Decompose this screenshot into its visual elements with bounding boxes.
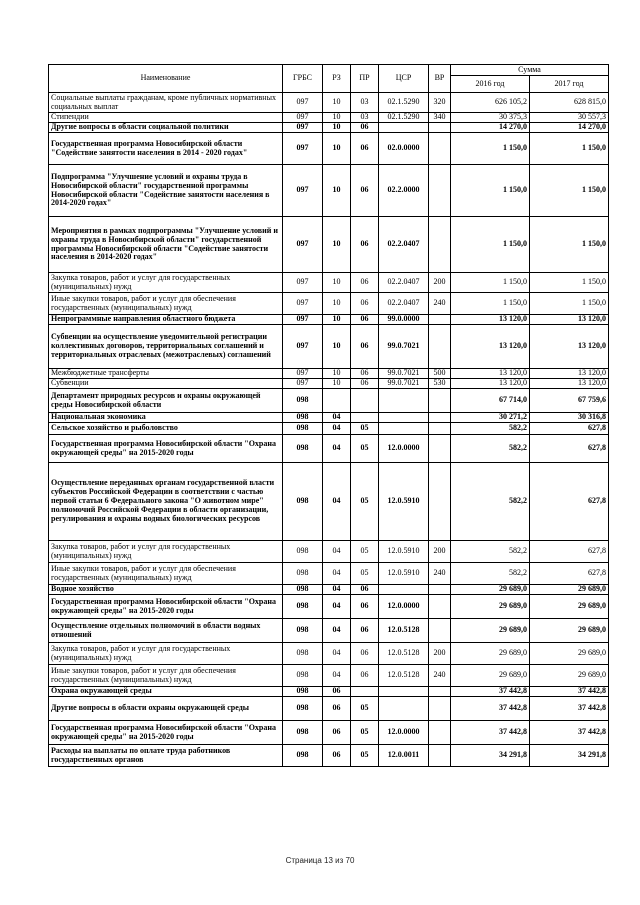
- cell-s2016: 67 714,0: [451, 389, 530, 413]
- budget-table: [48, 64, 609, 767]
- cell-pr: 06: [351, 217, 379, 273]
- cell-grbs: 097: [283, 133, 323, 165]
- cell-vr: [429, 133, 451, 165]
- page-footer: Страница 13 из 70: [285, 856, 355, 865]
- cell-name: Закупка товаров, работ и услуг для государственных (муниципальных) нужд: [49, 273, 283, 293]
- cell-pr: 05: [351, 563, 379, 585]
- cell-vr: [429, 585, 451, 595]
- cell-name: Водное хозяйство: [49, 585, 283, 595]
- cell-name: Субвенции: [49, 379, 283, 389]
- cell-s2016: 29 689,0: [451, 585, 530, 595]
- cell-pr: 06: [351, 369, 379, 379]
- cell-s2017: 627,8: [530, 541, 609, 563]
- cell-s2016: 30 375,3: [451, 113, 530, 123]
- cell-s2016: 37 442,8: [451, 697, 530, 721]
- cell-csr: [379, 423, 429, 435]
- cell-s2017: 13 120,0: [530, 369, 609, 379]
- cell-s2017: 29 689,0: [530, 595, 609, 619]
- cell-name: Субвенции на осуществление уведомительной регистрации коллективных договоров, территориальных соглашений и территориальных отраслевых (межотраслевых) соглашений: [49, 325, 283, 369]
- cell-s2017: 30 557,3: [530, 113, 609, 123]
- cell-name: Осуществление переданных органам государственной власти субъектов Российской Федерации в соответствии с частью первой статьи 6 Федерального закона "О животном мире" полномочий Российской Федерации в области организации, регулирования и охраны водных биологических ресурсов: [49, 463, 283, 541]
- cell-vr: [429, 217, 451, 273]
- cell-rz: 04: [323, 563, 351, 585]
- cell-grbs: 098: [283, 541, 323, 563]
- cell-grbs: 098: [283, 687, 323, 697]
- cell-csr: 12.0.5910: [379, 463, 429, 541]
- cell-s2016: 1 150,0: [451, 165, 530, 217]
- cell-vr: 240: [429, 665, 451, 687]
- cell-grbs: 097: [283, 369, 323, 379]
- cell-csr: 12.0.5910: [379, 563, 429, 585]
- cell-grbs: 097: [283, 113, 323, 123]
- cell-rz: 10: [323, 165, 351, 217]
- cell-rz: 04: [323, 643, 351, 665]
- cell-vr: [429, 315, 451, 325]
- cell-name: Государственная программа Новосибирской области "Охрана окружающей среды" на 2015-2020 годы: [49, 435, 283, 463]
- cell-pr: 06: [351, 123, 379, 133]
- cell-name: Осуществление отдельных полномочий в области водных отношений: [49, 619, 283, 643]
- header-rz: РЗ: [323, 65, 351, 93]
- cell-s2016: 1 150,0: [451, 273, 530, 293]
- cell-s2016: 37 442,8: [451, 687, 530, 697]
- cell-vr: 320: [429, 93, 451, 113]
- cell-pr: 06: [351, 133, 379, 165]
- cell-pr: [351, 413, 379, 423]
- table-row: [49, 325, 609, 369]
- cell-s2017: 29 689,0: [530, 665, 609, 687]
- cell-csr: [379, 687, 429, 697]
- cell-grbs: 097: [283, 217, 323, 273]
- cell-s2016: 29 689,0: [451, 619, 530, 643]
- cell-pr: 06: [351, 315, 379, 325]
- cell-rz: 06: [323, 721, 351, 745]
- cell-s2016: 626 105,2: [451, 93, 530, 113]
- cell-rz: 04: [323, 595, 351, 619]
- table-row: [49, 619, 609, 643]
- header-pr: ПР: [351, 65, 379, 93]
- table-row: [49, 463, 609, 541]
- cell-grbs: 098: [283, 389, 323, 413]
- cell-rz: 04: [323, 665, 351, 687]
- cell-rz: 10: [323, 217, 351, 273]
- header-sum: Сумма: [451, 65, 609, 76]
- cell-csr: 02.1.5290: [379, 113, 429, 123]
- cell-name: Закупка товаров, работ и услуг для государственных (муниципальных) нужд: [49, 643, 283, 665]
- cell-csr: 12.0.0000: [379, 595, 429, 619]
- cell-grbs: 098: [283, 697, 323, 721]
- cell-vr: [429, 721, 451, 745]
- cell-csr: 12.0.5128: [379, 643, 429, 665]
- cell-name: Государственная программа Новосибирской области "Охрана окружающей среды" на 2015-2020 годы: [49, 721, 283, 745]
- header-2016: 2016 год: [451, 76, 530, 93]
- cell-name: Государственная программа Новосибирской области "Содействие занятости населения в 2014 - 2020 годах": [49, 133, 283, 165]
- cell-s2017: 13 120,0: [530, 315, 609, 325]
- cell-s2017: 37 442,8: [530, 721, 609, 745]
- cell-csr: 99.0.0000: [379, 315, 429, 325]
- cell-pr: 06: [351, 293, 379, 315]
- cell-rz: 10: [323, 293, 351, 315]
- table-row: [49, 389, 609, 413]
- cell-s2016: 29 689,0: [451, 595, 530, 619]
- cell-s2016: 582,2: [451, 563, 530, 585]
- cell-csr: 12.0.5128: [379, 619, 429, 643]
- cell-name: Стипендии: [49, 113, 283, 123]
- cell-rz: 10: [323, 369, 351, 379]
- cell-pr: 06: [351, 619, 379, 643]
- cell-vr: 530: [429, 379, 451, 389]
- cell-name: Сельское хозяйство и рыболовство: [49, 423, 283, 435]
- cell-rz: 10: [323, 133, 351, 165]
- table-row: [49, 217, 609, 273]
- cell-pr: [351, 687, 379, 697]
- cell-s2016: 13 120,0: [451, 325, 530, 369]
- cell-name: Государственная программа Новосибирской области "Охрана окружающей среды" на 2015-2020 годы: [49, 595, 283, 619]
- cell-rz: 04: [323, 463, 351, 541]
- cell-grbs: 098: [283, 643, 323, 665]
- cell-grbs: 097: [283, 93, 323, 113]
- cell-name: Подпрограмма "Улучшение условий и охраны труда в Новосибирской области" государственной программы Новосибирской области "Содействие занятости населения в 2014-2020 годах": [49, 165, 283, 217]
- cell-s2017: 1 150,0: [530, 133, 609, 165]
- cell-vr: [429, 325, 451, 369]
- cell-grbs: 098: [283, 423, 323, 435]
- cell-s2017: 628 815,0: [530, 93, 609, 113]
- table-row: [49, 133, 609, 165]
- cell-pr: 06: [351, 165, 379, 217]
- cell-csr: 99.0.7021: [379, 369, 429, 379]
- cell-pr: 05: [351, 745, 379, 767]
- table-row: [49, 665, 609, 687]
- cell-s2016: 13 120,0: [451, 315, 530, 325]
- cell-pr: 06: [351, 665, 379, 687]
- cell-s2017: 13 120,0: [530, 325, 609, 369]
- cell-vr: [429, 389, 451, 413]
- cell-s2016: 34 291,8: [451, 745, 530, 767]
- cell-vr: [429, 463, 451, 541]
- cell-name: Иные закупки товаров, работ и услуг для обеспечения государственных (муниципальных) нужд: [49, 293, 283, 315]
- cell-s2017: 1 150,0: [530, 293, 609, 315]
- cell-vr: 200: [429, 643, 451, 665]
- cell-s2016: 37 442,8: [451, 721, 530, 745]
- cell-vr: 340: [429, 113, 451, 123]
- cell-s2016: 582,2: [451, 541, 530, 563]
- cell-csr: 12.0.5128: [379, 665, 429, 687]
- cell-pr: 06: [351, 585, 379, 595]
- table-row: [49, 435, 609, 463]
- table-row: [49, 93, 609, 113]
- header-vr: ВР: [429, 65, 451, 93]
- cell-pr: 06: [351, 379, 379, 389]
- table-row: [49, 643, 609, 665]
- cell-vr: [429, 413, 451, 423]
- cell-s2017: 34 291,8: [530, 745, 609, 767]
- cell-rz: 04: [323, 435, 351, 463]
- cell-s2017: 1 150,0: [530, 165, 609, 217]
- cell-rz: 04: [323, 619, 351, 643]
- cell-pr: 05: [351, 435, 379, 463]
- table-row: [49, 413, 609, 423]
- cell-s2017: 627,8: [530, 423, 609, 435]
- cell-grbs: 097: [283, 165, 323, 217]
- cell-grbs: 098: [283, 413, 323, 423]
- table-row: [49, 697, 609, 721]
- cell-s2017: 29 689,0: [530, 585, 609, 595]
- cell-grbs: 098: [283, 745, 323, 767]
- cell-s2017: 627,8: [530, 435, 609, 463]
- table-row: [49, 721, 609, 745]
- cell-name: Социальные выплаты гражданам, кроме публичных нормативных социальных выплат: [49, 93, 283, 113]
- cell-grbs: 097: [283, 273, 323, 293]
- cell-rz: 04: [323, 423, 351, 435]
- cell-rz: 06: [323, 697, 351, 721]
- cell-rz: 04: [323, 541, 351, 563]
- cell-s2016: 1 150,0: [451, 293, 530, 315]
- cell-grbs: 098: [283, 563, 323, 585]
- cell-grbs: 098: [283, 435, 323, 463]
- table-row: [49, 745, 609, 767]
- cell-csr: 12.0.0011: [379, 745, 429, 767]
- cell-vr: [429, 423, 451, 435]
- cell-csr: [379, 697, 429, 721]
- cell-csr: 02.2.0407: [379, 217, 429, 273]
- table-row: [49, 165, 609, 217]
- cell-s2017: 13 120,0: [530, 379, 609, 389]
- cell-grbs: 098: [283, 619, 323, 643]
- cell-s2016: 582,2: [451, 423, 530, 435]
- header-name: Наименование: [49, 65, 283, 93]
- cell-vr: 240: [429, 563, 451, 585]
- cell-s2017: 1 150,0: [530, 273, 609, 293]
- table-row: [49, 585, 609, 595]
- cell-csr: 02.1.5290: [379, 93, 429, 113]
- cell-rz: 06: [323, 687, 351, 697]
- cell-csr: 99.0.7021: [379, 325, 429, 369]
- cell-s2016: 14 270,0: [451, 123, 530, 133]
- table-row: [49, 369, 609, 379]
- cell-name: Охрана окружающей среды: [49, 687, 283, 697]
- cell-rz: 10: [323, 123, 351, 133]
- cell-name: Другие вопросы в области социальной политики: [49, 123, 283, 133]
- cell-grbs: 097: [283, 325, 323, 369]
- table-row: [49, 123, 609, 133]
- cell-pr: 06: [351, 643, 379, 665]
- cell-s2016: 582,2: [451, 435, 530, 463]
- cell-vr: [429, 123, 451, 133]
- table-row: [49, 595, 609, 619]
- cell-s2016: 1 150,0: [451, 133, 530, 165]
- cell-rz: 10: [323, 315, 351, 325]
- table-row: [49, 541, 609, 563]
- cell-csr: [379, 585, 429, 595]
- cell-vr: [429, 595, 451, 619]
- cell-s2016: 1 150,0: [451, 217, 530, 273]
- cell-pr: 05: [351, 721, 379, 745]
- table-row: [49, 315, 609, 325]
- table-row: [49, 273, 609, 293]
- cell-name: Непрограммные направления областного бюджета: [49, 315, 283, 325]
- cell-rz: 06: [323, 745, 351, 767]
- cell-grbs: 097: [283, 315, 323, 325]
- header-csr: ЦСР: [379, 65, 429, 93]
- cell-name: Межбюджетные трансферты: [49, 369, 283, 379]
- cell-s2016: 30 271,2: [451, 413, 530, 423]
- cell-csr: [379, 413, 429, 423]
- cell-csr: 02.2.0407: [379, 273, 429, 293]
- cell-rz: 10: [323, 325, 351, 369]
- cell-name: Иные закупки товаров, работ и услуг для обеспечения государственных (муниципальных) нужд: [49, 563, 283, 585]
- cell-s2016: 29 689,0: [451, 643, 530, 665]
- cell-s2016: 13 120,0: [451, 369, 530, 379]
- cell-vr: [429, 745, 451, 767]
- cell-pr: 06: [351, 273, 379, 293]
- table-row: [49, 563, 609, 585]
- cell-vr: [429, 697, 451, 721]
- cell-s2016: 13 120,0: [451, 379, 530, 389]
- table-row: [49, 379, 609, 389]
- cell-grbs: 098: [283, 595, 323, 619]
- cell-pr: 05: [351, 697, 379, 721]
- cell-csr: 99.0.7021: [379, 379, 429, 389]
- cell-vr: [429, 435, 451, 463]
- cell-name: Мероприятия в рамках подпрограммы "Улучшение условий и охраны труда в Новосибирской области" государственной программы Новосибирской области "Содействие занятости населения в 2014-2020 годах": [49, 217, 283, 273]
- cell-s2017: 627,8: [530, 463, 609, 541]
- cell-s2017: 30 316,8: [530, 413, 609, 423]
- cell-grbs: 098: [283, 721, 323, 745]
- table-row: [49, 423, 609, 435]
- cell-s2017: 29 689,0: [530, 619, 609, 643]
- cell-s2017: 37 442,8: [530, 697, 609, 721]
- cell-grbs: 097: [283, 293, 323, 315]
- cell-name: Другие вопросы в области охраны окружающей среды: [49, 697, 283, 721]
- cell-rz: 10: [323, 273, 351, 293]
- cell-csr: 02.2.0000: [379, 165, 429, 217]
- cell-name: Департамент природных ресурсов и охраны окружающей среды Новосибирской области: [49, 389, 283, 413]
- cell-vr: 240: [429, 293, 451, 315]
- cell-vr: 200: [429, 273, 451, 293]
- cell-name: Иные закупки товаров, работ и услуг для обеспечения государственных (муниципальных) нужд: [49, 665, 283, 687]
- cell-pr: 03: [351, 93, 379, 113]
- cell-pr: 05: [351, 463, 379, 541]
- cell-grbs: 097: [283, 123, 323, 133]
- table-row: [49, 687, 609, 697]
- cell-grbs: 097: [283, 379, 323, 389]
- cell-grbs: 098: [283, 665, 323, 687]
- cell-csr: [379, 123, 429, 133]
- cell-pr: 05: [351, 423, 379, 435]
- cell-grbs: 098: [283, 463, 323, 541]
- cell-csr: 12.0.0000: [379, 435, 429, 463]
- cell-pr: [351, 389, 379, 413]
- header-2017: 2017 год: [530, 76, 609, 93]
- cell-vr: [429, 165, 451, 217]
- table-row: [49, 293, 609, 315]
- cell-rz: 10: [323, 93, 351, 113]
- cell-rz: 10: [323, 113, 351, 123]
- cell-name: Закупка товаров, работ и услуг для государственных (муниципальных) нужд: [49, 541, 283, 563]
- cell-name: Национальная экономика: [49, 413, 283, 423]
- cell-csr: 12.0.0000: [379, 721, 429, 745]
- cell-pr: 05: [351, 541, 379, 563]
- cell-grbs: 098: [283, 585, 323, 595]
- cell-rz: 04: [323, 413, 351, 423]
- cell-name: Расходы на выплаты по оплате труда работников государственных органов: [49, 745, 283, 767]
- cell-s2017: 37 442,8: [530, 687, 609, 697]
- cell-s2017: 29 689,0: [530, 643, 609, 665]
- cell-csr: 02.2.0407: [379, 293, 429, 315]
- cell-pr: 03: [351, 113, 379, 123]
- cell-pr: 06: [351, 595, 379, 619]
- cell-rz: 04: [323, 585, 351, 595]
- table-row: [49, 113, 609, 123]
- cell-csr: 02.0.0000: [379, 133, 429, 165]
- cell-vr: 500: [429, 369, 451, 379]
- cell-s2017: 1 150,0: [530, 217, 609, 273]
- cell-csr: 12.0.5910: [379, 541, 429, 563]
- cell-vr: [429, 619, 451, 643]
- cell-s2017: 67 759,6: [530, 389, 609, 413]
- cell-rz: [323, 389, 351, 413]
- cell-vr: [429, 687, 451, 697]
- header-grbs: ГРБС: [283, 65, 323, 93]
- table-body: [49, 93, 609, 767]
- cell-s2016: 582,2: [451, 463, 530, 541]
- cell-s2016: 29 689,0: [451, 665, 530, 687]
- cell-pr: 06: [351, 325, 379, 369]
- cell-s2017: 627,8: [530, 563, 609, 585]
- cell-rz: 10: [323, 379, 351, 389]
- cell-vr: 200: [429, 541, 451, 563]
- cell-csr: [379, 389, 429, 413]
- cell-s2017: 14 270,0: [530, 123, 609, 133]
